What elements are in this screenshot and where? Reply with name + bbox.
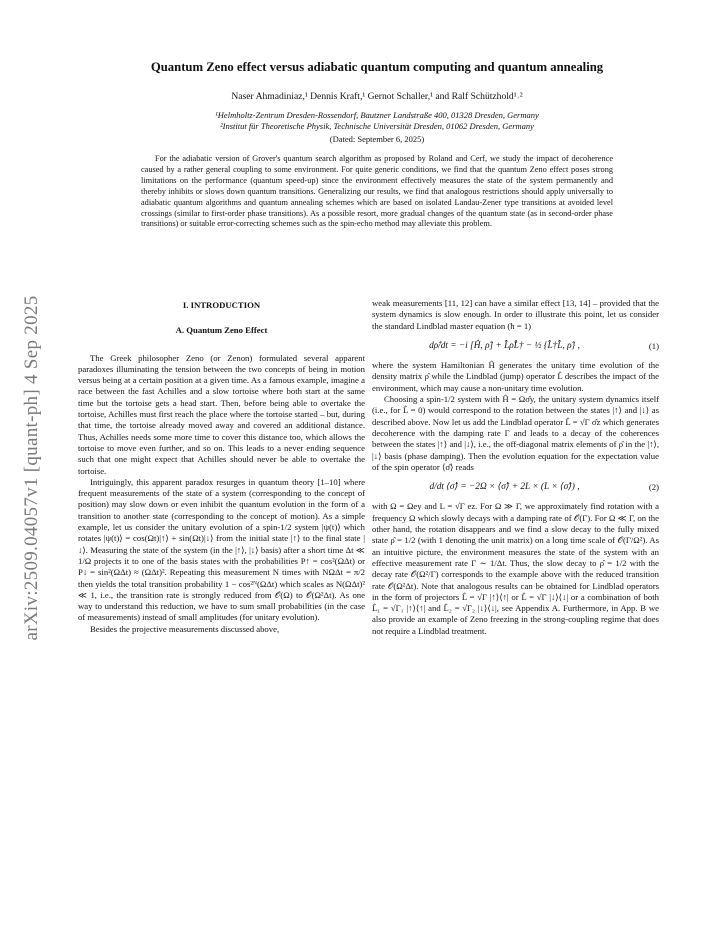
paragraph: with Ω = Ωey and L = √Γ ez. For Ω ≫ Γ, we approximately find rotation with a frequency Ω which slowly decays with a damping rate of 𝒪(Γ). For Ω ≪ Γ, on the other hand, the rotation disappears and we find a slow decay to the fully mixed state ρ̂ = 1/2 (with 1 denoting the unit matrix) on a long time scale of 𝒪(Γ/Ω²). As an intuitive picture, the environment measures the state of the system with an effective measurement rate Γ ∼ 1/Δt. Thus, the slow decay to ρ̂ = 1/2 with the decay rate 𝒪(Ω²/Γ) corresponds to the example above with the reduced transition rate 𝒪(Ω²Δt). Note that analogous results can be obtained for Lindblad operators in the form of projectors L̂ = √Γ |↑⟩⟨↑| or L̂ = √Γ |↓⟩⟨↓| or a combination of both L̂₁ = √Γ₁ |↑⟩⟨↑| and L̂₂ = √Γ₂ |↓⟩⟨↓|, see Appendix A. Furthermore, in App. B we also provide an example of Zeno freezing in the strong-coupling regime that does not require a Lindblad treatment. [372,501,659,636]
arxiv-identifier: arXiv:2509.04057v1 [quant-ph] 4 Sep 2025 [21,295,42,641]
equation-1 [372,341,659,352]
left-column [78,290,365,635]
date-line: (Dated: September 6, 2025) [329,134,425,144]
affiliation-2: ²Institut für Theoretische Physik, Technische Universität Dresden, 01062 Dresden, Germany [220,121,534,131]
author-list: Naser Ahmadiniaz,¹ Dennis Kraft,¹ Gernot Schaller,¹ and Ralf Schützhold¹˒² [231,91,523,102]
arxiv-sidebar [18,258,46,678]
section-heading: I. INTRODUCTION [182,300,261,310]
paragraph: Choosing a spin-1/2 system with Ĥ = Ωσ̂y, the unitary system dynamics itself (i.e., for L̂ = 0) would correspond to the rotation between the states |↑⟩ and |↓⟩ as described above. Now let us add the Lindblad operator L̂ = √Γ σ̂z which generates decoherence with the damping rate Γ and leads to a decay of the coherences between the states |↑⟩ and |↓⟩, i.e., the off-diagonal matrix elements of ρ̂ in the |↑⟩, |↓⟩ basis (phase damping). Then the evolution equation for the expectation value of the spin operator ⟨σ̂⟩ reads [372,394,659,472]
paragraph: where the system Hamiltonian Ĥ generates the unitary time evolution of the density matrix ρ̂ while the Lindblad (jump) operator L̂ describes the impact of the environment, which may cause a non-unitary time evolution. [372,360,659,393]
abstract: For the adiabatic version of Grover's quantum search algorithm as proposed by Roland and Cerf, we study the impact of decoherence caused by a rather general coupling to some environment. For quite generic conditions, we find that the quantum Zeno effect poses strong limitations on the performance (quantum speed-up) since the environment effectively measures the state of the system permanently and thereby inhibits or slows down quantum transitions. Generalizing our results, we find that analogous restrictions should apply universally to adiabatic quantum algorithms and quantum annealing schemes which are based on isolated Landau-Zener type transitions at avoided level crossings (similar to first-order phase transitions). As a possible resort, more gradual changes of the quantum state (as in second-order phase transitions) or suitable error-correcting schemes such as the spin-echo method may alleviate this problem. [141,154,613,229]
affiliation-1: ¹Helmholtz-Zentrum Dresden-Rossendorf, Bautzner Landstraße 400, 01328 Dresden, Germany [215,110,539,120]
paragraph: weak measurements [11, 12] can have a similar effect [13, 14] – provided that the system dynamics is slow enough. In order to illustrate this point, let us consider the standard Lindblad master equation (ħ = 1) [372,298,659,331]
equation-number: (2) [648,482,659,493]
paper-title: Quantum Zeno effect versus adiabatic quantum computing and quantum annealing [150,60,604,74]
paragraph: The Greek philosopher Zeno (or Zenon) formulated several apparent paradoxes illuminating the tension between the two concepts of being in motion versus being at a certain position at a given time. As a famous example, imagine a race between the fast Achilles and a slow tortoise where both start at the same time but the tortoise gets a head start. Then, before being able to overtake the tortoise, Achilles must first reach the place where the tortoise started – but, during that time, the tortoise already moved away and covered an additional distance. Thus, Achilles needs some more time to cover this distance too, which allows the tortoise to move even further, and so on. This leads to a never ending sequence such that one might expect that Achilles should never be able to overtake the tortoise. [78,352,365,476]
equation-2 [372,482,659,493]
equation-body: d/dt ⟨σ̂⟩ = −2Ω × ⟨σ̂⟩ + 2L × (L × ⟨σ̂⟩) , [429,482,580,493]
equation-number: (1) [648,340,659,351]
paragraph: Besides the projective measurements discussed above, [90,623,280,634]
paragraph: Intriguingly, this apparent paradox resurges in quantum theory [1–10] where frequent measurements of the state of a system (corresponding to the concept of position) may slow down or even inhibit the quantum evolution in the form of a transition to another state (corresponding to the concept of motion). As a simple example, let us consider the unitary evolution of a spin-1/2 system |ψ(t)⟩ which rotates |ψ(t)⟩ = cos(Ωt)|↑⟩ + sin(Ωt)|↓⟩ from the initial state |↑⟩ to the final state |↓⟩. Measuring the state of the system (in the |↑⟩, |↓⟩ basis) after a short time Δt ≪ 1/Ω projects it to one of the basis states with the probabilities P↑ = cos²(ΩΔt) or P↓ = sin²(ΩΔt) ≈ (ΩΔt)². Repeating this measurement N times with NΩΔt = π/2 then yields the total transition probability 1 − cos²ᴺ(ΩΔt) which scales as N(ΩΔt)² ≪ 1, i.e., the transition rate is strongly reduced from 𝒪(Ω) to 𝒪(Ω²Δt). As one way to understand this reduction, we have to sum small probabilities (in the case of measurements) instead of small amplitudes (for unitary evolution). [78,476,365,623]
equation-body: dρ̂/dt = −i [Ĥ, ρ̂] + L̂ρ̂L̂† − ½ {L̂†L̂, ρ̂} , [429,340,580,351]
subsection-heading: A. Quantum Zeno Effect [175,325,268,336]
right-column [372,298,659,637]
